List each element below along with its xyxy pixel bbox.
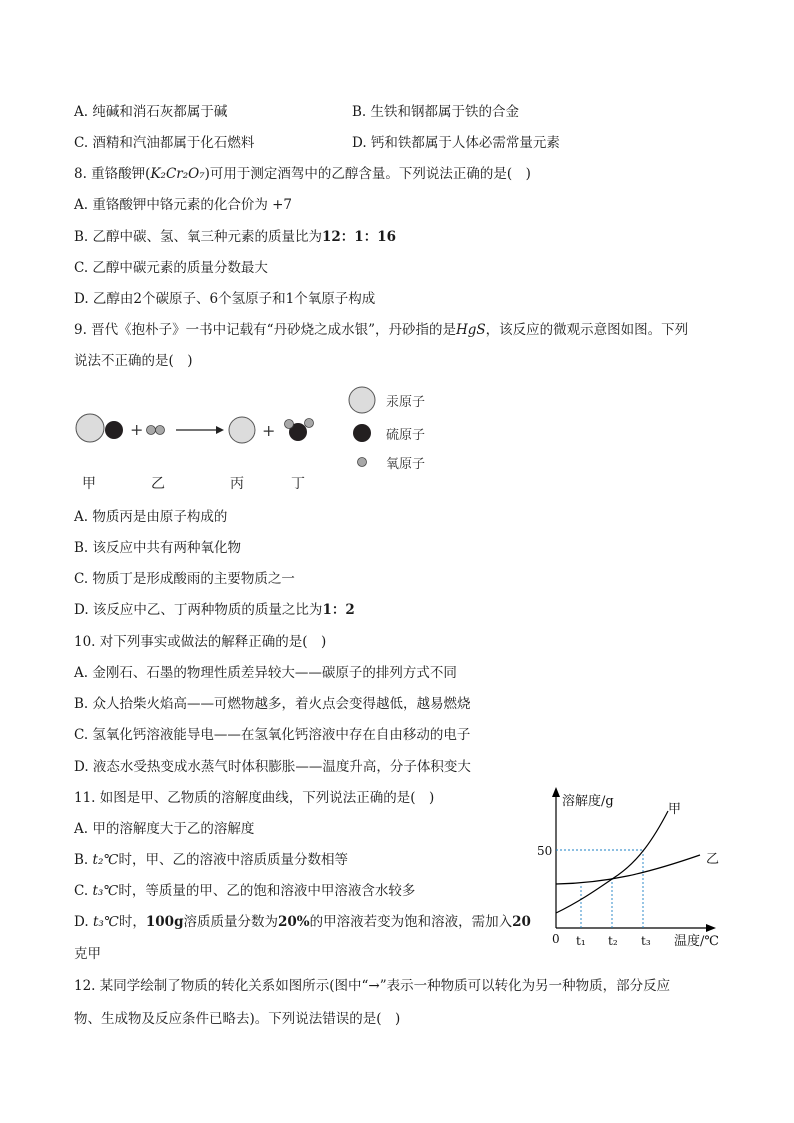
oxygen-atom — [147, 426, 156, 435]
q10-option-d: D. 液态水受热变成水蒸气时体积膨胀——温度升高，分子体积变大 — [74, 759, 471, 775]
legend-mercury-label: 汞原子 — [386, 395, 426, 410]
x-tick-t2: t₂ — [608, 934, 618, 948]
q7-option-b: B. 生铁和钢都属于铁的合金 — [352, 104, 520, 120]
curve-jia — [556, 811, 668, 913]
x-axis-label: 温度/℃ — [674, 934, 719, 949]
series-label-jia: 甲 — [668, 802, 682, 817]
q8-stem: 8. 重铬酸钾(K₂Cr₂O₇)可用于测定酒驾中的乙醇含量。下列说法正确的是( ) — [74, 166, 531, 182]
x-tick-t3: t₃ — [641, 934, 651, 948]
curve-yi — [556, 855, 700, 884]
y-axis-label: 溶解度/g — [562, 794, 614, 809]
q9-option-c: C. 物质丁是形成酸雨的主要物质之一 — [74, 571, 295, 587]
q9-option-d: D. 该反应中乙、丁两种物质的质量之比为1：2 — [74, 602, 355, 618]
y-axis-arrow — [552, 787, 560, 797]
x-axis-arrow — [706, 924, 716, 932]
q9-option-a: A. 物质丙是由原子构成的 — [74, 509, 228, 525]
label-jia: 甲 — [82, 476, 96, 492]
oxygen-atom — [285, 420, 294, 429]
origin-label: 0 — [552, 932, 560, 946]
legend-oxygen-icon — [358, 458, 367, 467]
q8-option-b: B. 乙醇中碳、氢、氧三种元素的质量比为12：1：16 — [74, 229, 396, 245]
q9-stem-line2: 说法不正确的是( ) — [74, 353, 193, 369]
q7-option-d: D. 钙和铁都属于人体必需常量元素 — [352, 135, 560, 151]
q7-option-a: A. 纯碱和消石灰都属于碱 — [74, 104, 228, 120]
q8-option-d: D. 乙醇由2个碳原子、6个氢原子和1个氧原子构成 — [74, 291, 376, 307]
q9-option-b: B. 该反应中共有两种氧化物 — [74, 540, 242, 556]
q7-option-c: C. 酒精和汽油都属于化石燃料 — [74, 135, 255, 151]
x-tick-t1: t₁ — [576, 934, 586, 948]
arrow-head — [216, 426, 224, 434]
q8-option-a: A. 重铬酸钾中铬元素的化合价为 +7 — [74, 197, 293, 213]
plus-sign: + — [130, 420, 144, 439]
label-ding: 丁 — [291, 476, 305, 492]
legend-sulfur-icon — [353, 424, 371, 442]
q10-option-b: B. 众人拾柴火焰高——可燃物越多，着火点会变得越低，越易燃烧 — [74, 696, 471, 712]
sulfur-atom — [105, 421, 123, 439]
label-bing: 丙 — [230, 476, 244, 492]
oxygen-atom — [305, 419, 314, 428]
q8-formula: K₂Cr₂O₇ — [150, 166, 205, 182]
q11-option-d-continued: 克甲 — [74, 946, 101, 962]
reaction-diagram — [60, 380, 460, 495]
legend-mercury-icon — [349, 387, 375, 413]
q8-option-c: C. 乙醇中碳元素的质量分数最大 — [74, 260, 268, 276]
q10-option-c: C. 氢氧化钙溶液能导电——在氢氧化钙溶液中存在自由移动的电子 — [74, 727, 471, 743]
series-label-yi: 乙 — [706, 852, 720, 867]
legend-oxygen-label: 氧原子 — [386, 457, 426, 472]
q10-option-a: A. 金刚石、石墨的物理性质差异较大——碳原子的排列方式不同 — [74, 665, 457, 681]
y-tick-50: 50 — [537, 844, 553, 858]
q12-stem-line1: 12. 某同学绘制了物质的转化关系如图所示(图中“→”表示一种物质可以转化为另一种物质，部分反应 — [74, 978, 671, 994]
solubility-chart — [528, 785, 728, 955]
q9-stem-line1: 9. 晋代《抱朴子》一书中记载有“丹砂烧之成水银”，丹砂指的是HgS，该反应的微观示意图如图。下列 — [74, 322, 689, 338]
q12-stem-line2: 物、生成物及反应条件已略去)。下列说法错误的是( ) — [74, 1011, 401, 1027]
plus-sign: + — [262, 421, 276, 440]
q11-option-c: C. t₃℃时，等质量的甲、乙的饱和溶液中甲溶液含水较多 — [74, 883, 416, 899]
q10-stem: 10. 对下列事实或做法的解释正确的是( ) — [74, 634, 327, 650]
legend-sulfur-label: 硫原子 — [386, 428, 426, 443]
q11-option-d: D. t₃℃时，100g溶质质量分数为20%的甲溶液若变为饱和溶液，需加入20 — [74, 914, 531, 930]
label-yi: 乙 — [151, 476, 165, 492]
mercury-atom — [229, 417, 255, 443]
mercury-atom — [76, 414, 104, 442]
q11-option-b: B. t₂℃时，甲、乙的溶液中溶质质量分数相等 — [74, 852, 348, 868]
q9-formula: HgS — [455, 322, 486, 338]
q11-option-a: A. 甲的溶解度大于乙的溶解度 — [74, 821, 255, 837]
q11-stem: 11. 如图是甲、乙物质的溶解度曲线，下列说法正确的是( ) — [74, 790, 435, 806]
oxygen-atom — [156, 426, 165, 435]
